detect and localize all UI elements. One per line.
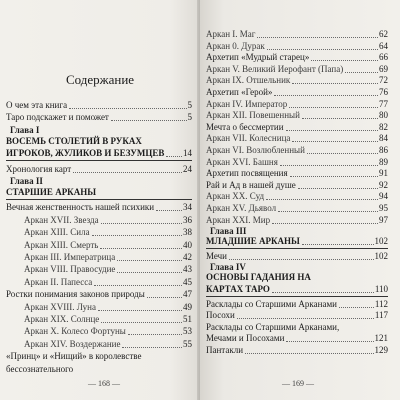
toc-entry-page: 62 — [379, 29, 388, 39]
toc-entry-page: 72 — [379, 75, 388, 86]
toc-entry-page: 89 — [379, 156, 388, 167]
toc-entry — [206, 284, 388, 295]
toc-entry — [6, 112, 192, 123]
toc-entry-page: 82 — [379, 121, 388, 132]
toc-entry — [6, 164, 192, 175]
toc-entry-title: бессознательного — [6, 363, 74, 374]
toc-entry-title: Архетип «Герой» — [206, 87, 273, 97]
toc-leader-dots — [286, 130, 378, 131]
toc-entry-title: Архетип «Мудрый старец» — [206, 52, 310, 63]
toc-leader-dots — [298, 188, 378, 189]
toc-entry-title: Аркан III. Императрица — [24, 252, 116, 262]
toc-entry — [206, 41, 388, 52]
toc-entry-page: 84 — [379, 133, 388, 144]
toc-entry — [206, 251, 388, 262]
toc-leader-dots — [274, 95, 378, 96]
toc-entry — [206, 99, 388, 110]
toc-entry — [6, 100, 192, 111]
toc-entry-page: 40 — [183, 239, 192, 250]
toc-leader-dots — [69, 108, 186, 109]
toc-entry-page: 110 — [374, 284, 388, 294]
toc-leader-dots — [257, 37, 378, 38]
toc-leader-dots — [345, 72, 378, 73]
toc-entry — [206, 168, 388, 179]
toc-entry-title: Расклады со Старшими Арканами, — [206, 321, 340, 332]
toc-leader-dots — [117, 272, 182, 273]
toc-entry-title: Аркан 0. Дурак — [206, 40, 265, 51]
toc-entry-title: Аркан XVI. Башня — [206, 156, 278, 167]
toc-entry-page: 80 — [379, 110, 388, 121]
toc-entry-page: 45 — [183, 276, 192, 287]
toc-entry-page: 14 — [183, 148, 192, 159]
toc-entry-page: 86 — [379, 145, 388, 155]
toc-entry-title: Таро подскажет и поможет — [6, 112, 109, 123]
toc-leader-dots — [267, 49, 378, 50]
toc-entry — [206, 191, 388, 202]
toc-entry-page: 5 — [187, 100, 192, 110]
toc-entry — [24, 302, 192, 313]
toc-entry — [24, 314, 192, 325]
toc-entry — [206, 122, 388, 133]
toc-entry-title: Аркан XIII. Смерть — [24, 239, 99, 250]
toc-entry-title: Аркан IX. Отшельник — [206, 75, 291, 86]
toc-entry-page: 53 — [183, 326, 192, 337]
toc-leader-dots — [101, 322, 182, 323]
toc-entry-title: Мечами и Посохами — [206, 333, 285, 344]
toc-entry-title: Расклады со Старшими Арканами — [206, 298, 337, 309]
toc-entry — [6, 289, 192, 300]
toc-entry-title: ИГРОКОВ, ЖУЛИКОВ И БЕЗУМЦЕВ — [6, 148, 165, 159]
toc-entry — [206, 52, 388, 63]
toc-entry-title: Аркан VIII. Правосудие — [24, 264, 116, 275]
toc-entry — [206, 87, 388, 98]
toc-entry — [206, 64, 388, 75]
toc-entry-page: 51 — [183, 314, 192, 324]
toc-entry — [6, 136, 192, 147]
toc-leader-dots — [292, 83, 378, 84]
toc-leader-dots — [302, 118, 378, 119]
toc-entry — [24, 339, 192, 350]
toc-leader-dots — [92, 235, 182, 236]
toc-leader-dots — [122, 347, 182, 348]
toc-leader-dots — [147, 297, 182, 298]
toc-leader-dots — [117, 260, 182, 261]
toc-entry-title: Глава I — [10, 124, 40, 135]
toc-entry-title: Глава II — [10, 176, 43, 186]
toc-entry — [206, 29, 388, 40]
toc-entry — [6, 202, 192, 213]
toc-leader-dots — [339, 307, 374, 308]
toc-entry — [6, 187, 192, 198]
toc-entry-title: ВОСЕМЬ СТОЛЕТИЙ В РУКАХ — [6, 135, 142, 146]
toc-entry-page: 76 — [379, 87, 388, 97]
toc-entry-title: Аркан V. Великий Иерофант (Папа) — [206, 63, 344, 74]
toc-entry-page: 69 — [379, 63, 388, 74]
toc-leader-dots — [156, 210, 182, 211]
toc-entry-title: Аркан XIV. Воздержание — [24, 338, 121, 349]
toc-entry-page: 49 — [183, 301, 192, 312]
toc-leader-dots — [128, 334, 182, 335]
toc-entry-page: 94 — [379, 191, 388, 202]
toc-entry-title: «Принц» и «Нищий» в королевстве — [6, 351, 142, 362]
toc-entry-title: Рай и Ад в нашей душе — [206, 179, 296, 190]
toc-entry-title: Аркан I. Маг — [206, 29, 256, 39]
toc-entry-page: 47 — [183, 289, 192, 300]
toc-entry — [24, 227, 192, 238]
toc-entry — [24, 264, 192, 275]
toc-leader-dots — [111, 120, 187, 121]
toc-leader-dots — [302, 244, 374, 245]
toc-entry — [206, 299, 388, 310]
toc-entry-page: 95 — [379, 203, 388, 213]
left-folio: — 168 — — [88, 379, 120, 388]
toc-leader-dots — [166, 156, 182, 157]
chapter-rule — [206, 248, 388, 249]
toc-entry-title: Аркан XIII. Сила — [24, 227, 90, 238]
toc-entry — [206, 145, 388, 156]
toc-leader-dots — [229, 259, 374, 260]
toc-leader-dots — [101, 223, 182, 224]
toc-entry-title: Аркан X. Колесо Фортуны — [24, 326, 126, 337]
toc-leader-dots — [266, 199, 378, 200]
toc-leader-dots — [290, 176, 378, 177]
toc-entry-title: Архетип посвящения — [206, 168, 288, 179]
toc-leader-dots — [94, 285, 182, 286]
toc-entry-title: СТАРШИЕ АРКАНЫ — [6, 187, 97, 197]
toc-leader-dots — [307, 153, 378, 154]
toc-entry — [6, 364, 192, 375]
toc-entry — [6, 148, 192, 159]
toc-entry-title: Аркан XIX. Солнце — [24, 314, 100, 324]
toc-leader-dots — [245, 353, 373, 354]
toc-entry-page: 92 — [379, 179, 388, 190]
toc-entry-title: Аркан XII. Повешенный — [206, 110, 300, 121]
toc-entry-title: МЛАДШИЕ АРКАНЫ — [206, 236, 300, 247]
toc-entry-page: 36 — [183, 214, 192, 225]
toc-leader-dots — [272, 292, 374, 293]
toc-entry-title: КАРТАХ ТАРО — [206, 284, 270, 294]
toc-entry-title: Ростки понимания законов природы — [6, 289, 145, 300]
toc-leader-dots — [100, 248, 182, 249]
toc-entry-title: Аркан XVII. Звезда — [24, 214, 99, 225]
toc-entry-page: 121 — [374, 333, 388, 344]
toc-entry-page: 129 — [374, 345, 388, 355]
toc-leader-dots — [73, 172, 182, 173]
toc-entry — [206, 157, 388, 168]
toc-entry-page: 5 — [187, 112, 192, 123]
toc-entry — [24, 252, 192, 263]
toc-entry-page: 97 — [379, 214, 388, 225]
toc-entry-page: 117 — [374, 310, 388, 321]
toc-entry-page: 24 — [183, 163, 192, 174]
toc-entry-page: 43 — [183, 264, 192, 275]
toc-leader-dots — [278, 211, 378, 212]
toc-entry — [10, 125, 192, 136]
toc-leader-dots — [286, 341, 373, 342]
toc-entry — [206, 310, 388, 321]
toc-entry-title: Глава III — [210, 226, 247, 237]
toc-entry — [24, 277, 192, 288]
toc-entry — [6, 351, 192, 362]
toc-entry-page: 77 — [379, 98, 388, 109]
toc-entry — [24, 240, 192, 251]
toc-entry — [206, 110, 388, 121]
toc-entry-page: 112 — [374, 298, 388, 309]
toc-leader-dots — [272, 223, 378, 224]
toc-entry — [206, 215, 388, 226]
toc-entry-page: 91 — [379, 168, 388, 179]
toc-entry-page: 64 — [379, 40, 388, 51]
toc-entry-title: Мечи — [206, 250, 227, 261]
toc-entry-title: Пантакли — [206, 345, 244, 355]
toc-leader-dots — [289, 107, 378, 108]
toc-entry-page: 102 — [374, 236, 388, 247]
toc-entry-title: Глава IV — [210, 262, 246, 273]
toc-entry-title: Аркан VII. Колесница — [206, 133, 291, 144]
toc-entry-page: 55 — [183, 338, 192, 349]
right-folio: — 169 — — [282, 379, 314, 388]
chapter-rule — [6, 160, 192, 161]
toc-entry-page: 66 — [379, 52, 388, 63]
toc-entry-title: Мечта о бессмертии — [206, 121, 284, 132]
toc-entry-title: Вечная женственность нашей психики — [6, 202, 155, 213]
chapter-rule — [6, 199, 192, 200]
toc-entry-title: Аркан VI. Возлюбленный — [206, 145, 305, 155]
toc-entry-title: Аркан XV. Дьявол — [206, 203, 277, 213]
toc-entry — [206, 333, 388, 344]
toc-entry — [206, 133, 388, 144]
toc-entry-title: Аркан II. Папесса — [24, 276, 93, 287]
toc-entry-page: 38 — [183, 227, 192, 238]
toc-leader-dots — [311, 60, 378, 61]
toc-entry-title: Аркан XX. Суд — [206, 191, 265, 202]
right-page — [200, 0, 400, 400]
toc-entry — [206, 180, 388, 191]
toc-entry — [206, 75, 388, 86]
toc-entry-title: Аркан XVIII. Луна — [24, 301, 96, 312]
toc-entry — [206, 272, 388, 283]
toc-leader-dots — [280, 165, 378, 166]
toc-entry-title: О чем эта книга — [6, 100, 68, 110]
toc-entry — [206, 322, 388, 333]
toc-entry — [206, 345, 388, 356]
toc-entry-page: 42 — [183, 252, 192, 262]
toc-entry-title: Посохи — [206, 310, 235, 321]
toc-heading: Содержание — [65, 72, 135, 87]
toc-entry — [10, 176, 192, 187]
toc-entry-title: Хронология карт — [6, 163, 72, 174]
toc-leader-dots — [237, 318, 374, 319]
toc-leader-dots — [292, 141, 378, 142]
toc-entry-title: Аркан IV. Император — [206, 98, 288, 109]
chapter-rule — [206, 296, 388, 297]
toc-leader-dots — [98, 310, 182, 311]
toc-entry-title: Аркан XXI. Мир — [206, 214, 271, 225]
toc-entry — [206, 236, 388, 247]
toc-entry-title: ОСНОВЫ ГАДАНИЯ НА — [206, 272, 311, 283]
toc-entry-page: 34 — [183, 202, 192, 213]
toc-entry-page: 102 — [374, 250, 388, 261]
toc-entry — [206, 203, 388, 214]
toc-entry — [24, 215, 192, 226]
toc-entry — [24, 326, 192, 337]
